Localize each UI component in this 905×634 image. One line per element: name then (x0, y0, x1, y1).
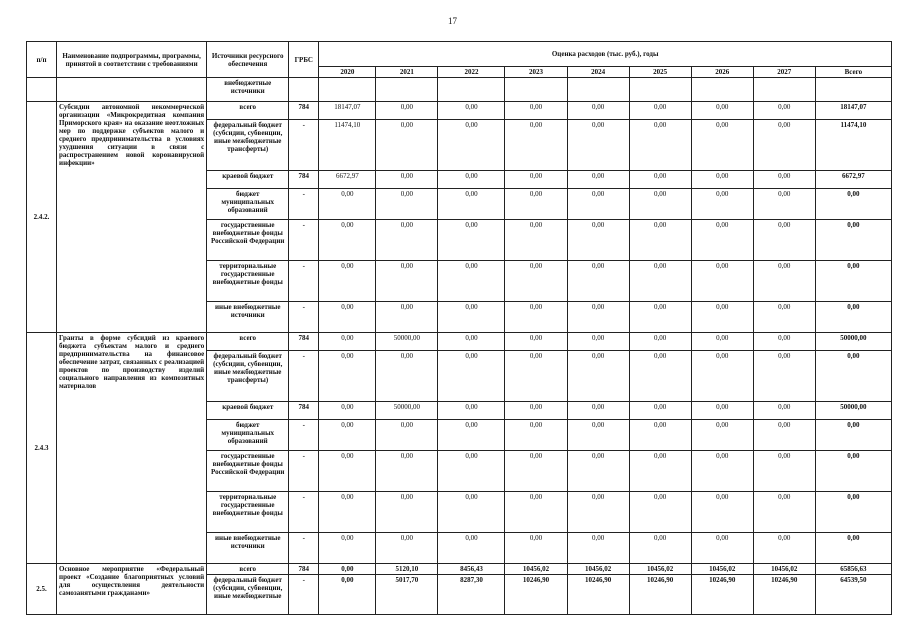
cell-index: 2.5. (27, 564, 57, 615)
cell-value: 0,00 (505, 492, 567, 533)
cell-value: 0,00 (438, 302, 505, 333)
cell-source: территориальные государственные внебюджетные фонды (207, 261, 289, 302)
cell-value: 0,00 (691, 420, 753, 451)
cell-name: Субсидии автономной некоммерческой организации «Микрокредитная компания Приморского края» на оказание неотложных мер по поддержке субъектов малого и среднего предпринимательства в условиях ухудшения ситуации в связи с распространением новой коронавирусной инфекции» (57, 102, 207, 333)
cell-grbs: - (289, 533, 319, 564)
cell-value: 18147,07 (319, 102, 376, 120)
cell-value: 0,00 (505, 261, 567, 302)
cell-value: 0,00 (567, 189, 629, 220)
cell-value: 0,00 (691, 533, 753, 564)
cell-grbs: - (289, 261, 319, 302)
cell-value: 0,00 (629, 420, 691, 451)
cell-value: 10246,90 (753, 575, 815, 615)
cell-value: 0,00 (438, 492, 505, 533)
cell-value: 10246,90 (567, 575, 629, 615)
cell-value: 0,00 (438, 120, 505, 171)
table-row (27, 102, 892, 120)
cell-value: 0,00 (567, 102, 629, 120)
cell-total: 0,00 (815, 220, 891, 261)
header-name: Наименование подпрограммы, программы, принятой в соответствии с требованиями (57, 42, 207, 78)
header-year: 2024 (567, 67, 629, 78)
cell-value: 0,00 (691, 220, 753, 261)
cell-value: 0,00 (319, 533, 376, 564)
cell-source: федеральный бюджет (субсидии, субвенции, иные межбюджетные трансферты) (207, 351, 289, 402)
cell-total: 50000,00 (815, 402, 891, 420)
cell-value: 0,00 (376, 451, 438, 492)
cell-value: 10456,02 (567, 564, 629, 575)
cell-value: 0,00 (567, 492, 629, 533)
cell-value: 0,00 (376, 351, 438, 402)
cell-value: 5017,70 (376, 575, 438, 615)
header-estimate: Оценка расходов (тыс. руб.), годы (319, 42, 892, 67)
cell-source: территориальные государственные внебюджетные фонды (207, 492, 289, 533)
cell-value: 0,00 (629, 189, 691, 220)
cell-value: 0,00 (319, 575, 376, 615)
cell-grbs: - (289, 451, 319, 492)
cell-grbs: - (289, 492, 319, 533)
cell-value: 0,00 (376, 302, 438, 333)
header-np: п/п (27, 42, 57, 78)
cell-total: 0,00 (815, 492, 891, 533)
cell-value: 0,00 (319, 564, 376, 575)
cell-value: 0,00 (505, 333, 567, 351)
cell-value: 0,00 (691, 189, 753, 220)
cell-value: 0,00 (505, 220, 567, 261)
cell-value: 0,00 (567, 302, 629, 333)
cell-source: внебюджетные источники (207, 78, 289, 102)
cell-value: 0,00 (691, 402, 753, 420)
cell-value: 0,00 (691, 451, 753, 492)
cell-value: 10456,02 (505, 564, 567, 575)
cell-value: 0,00 (753, 102, 815, 120)
cell-value: 0,00 (505, 533, 567, 564)
cell-value: 0,00 (319, 492, 376, 533)
cell-value: 0,00 (567, 451, 629, 492)
cell-value: 0,00 (753, 333, 815, 351)
header-year: 2020 (319, 67, 376, 78)
cell-total: 18147,07 (815, 102, 891, 120)
cell-value: 0,00 (753, 189, 815, 220)
cell-value: 0,00 (629, 533, 691, 564)
cell-value: 0,00 (753, 402, 815, 420)
header-source: Источники ресурсного обеспечения (207, 42, 289, 78)
cell-value: 0,00 (438, 189, 505, 220)
cell-value: 0,00 (629, 102, 691, 120)
cell-value: 10246,90 (505, 575, 567, 615)
cell-total: 0,00 (815, 302, 891, 333)
cell-name: Основное мероприятие «Федеральный проект «Создание благоприятных условий для осуществления деятельности самозанятыми гражданами» (57, 564, 207, 615)
cell-value: 0,00 (438, 171, 505, 189)
cell-total: 64539,50 (815, 575, 891, 615)
cell-value: 8287,30 (438, 575, 505, 615)
cell-value: 0,00 (691, 492, 753, 533)
cell-source: бюджет муниципальных образований (207, 420, 289, 451)
cell-value: 0,00 (505, 171, 567, 189)
cell-grbs: - (289, 420, 319, 451)
cell-total: 0,00 (815, 420, 891, 451)
cell-value: 0,00 (753, 261, 815, 302)
cell-value: 10456,02 (691, 564, 753, 575)
cell-value: 0,00 (505, 402, 567, 420)
cell-value: 0,00 (753, 171, 815, 189)
cell-grbs: - (289, 120, 319, 171)
cell-value: 0,00 (319, 451, 376, 492)
cell-grbs (289, 78, 319, 102)
cell-source: иные внебюджетные источники (207, 302, 289, 333)
header-year: 2023 (505, 67, 567, 78)
cell-value: 0,00 (753, 220, 815, 261)
cell-grbs: - (289, 220, 319, 261)
cell-source: краевой бюджет (207, 402, 289, 420)
cell-value: 0,00 (438, 102, 505, 120)
cell-value: 0,00 (629, 171, 691, 189)
cell-total: 0,00 (815, 189, 891, 220)
cell-total: 0,00 (815, 451, 891, 492)
header-year: 2025 (629, 67, 691, 78)
table-row (27, 333, 892, 351)
cell-value: 0,00 (629, 120, 691, 171)
cell-value: 0,00 (319, 420, 376, 451)
cell-value: 0,00 (567, 120, 629, 171)
header-year: 2022 (438, 67, 505, 78)
cell-total: 6672,97 (815, 171, 891, 189)
cell-value: 0,00 (567, 420, 629, 451)
cell-value: 0,00 (691, 351, 753, 402)
cell-source: федеральный бюджет (субсидии, субвенции, иные межбюджетные (207, 575, 289, 615)
cell-source: государственные внебюджетные фонды Российской Федерации (207, 220, 289, 261)
cell-value: 0,00 (438, 451, 505, 492)
cell-value: 0,00 (376, 420, 438, 451)
cell-value: 0,00 (567, 351, 629, 402)
table-row (27, 564, 892, 575)
cell-value: 0,00 (629, 302, 691, 333)
cell-value: 5120,10 (376, 564, 438, 575)
cell-value: 0,00 (629, 261, 691, 302)
cell-value: 50000,00 (376, 333, 438, 351)
cell-value: 0,00 (691, 302, 753, 333)
cell-value: 0,00 (629, 220, 691, 261)
cell-grbs: - (289, 351, 319, 402)
cell-total: 11474,10 (815, 120, 891, 171)
cell-value: 10456,02 (753, 564, 815, 575)
cell-value: 0,00 (438, 333, 505, 351)
cell-value: 0,00 (691, 333, 753, 351)
cell-index (27, 78, 57, 102)
cell-value: 0,00 (319, 351, 376, 402)
cell-value: 0,00 (505, 420, 567, 451)
cell-value: 0,00 (376, 533, 438, 564)
cell-grbs: - (289, 575, 319, 615)
cell-source: всего (207, 333, 289, 351)
cell-value: 0,00 (753, 120, 815, 171)
cell-source: бюджет муниципальных образований (207, 189, 289, 220)
cell-value: 0,00 (319, 402, 376, 420)
cell-value: 0,00 (319, 261, 376, 302)
cell-total: 50000,00 (815, 333, 891, 351)
cell-value: 0,00 (567, 171, 629, 189)
cell-value: 0,00 (438, 261, 505, 302)
cell-value: 0,00 (567, 333, 629, 351)
cell-value: 0,00 (753, 302, 815, 333)
cell-value: 0,00 (376, 102, 438, 120)
cell-value: 0,00 (438, 351, 505, 402)
cell-value: 0,00 (691, 261, 753, 302)
cell-total: 0,00 (815, 261, 891, 302)
cell-value: 0,00 (753, 420, 815, 451)
cell-value: 10456,02 (629, 564, 691, 575)
table-row (27, 78, 892, 102)
cell-value: 0,00 (567, 261, 629, 302)
cell-value: 0,00 (505, 102, 567, 120)
cell-value: 0,00 (629, 402, 691, 420)
cell-total: 65856,63 (815, 564, 891, 575)
cell-source: иные внебюджетные источники (207, 533, 289, 564)
cell-grbs: - (289, 302, 319, 333)
cell-name (57, 78, 207, 102)
cell-source: всего (207, 102, 289, 120)
cell-value: 0,00 (691, 102, 753, 120)
cell-index: 2.4.3 (27, 333, 57, 564)
cell-value: 0,00 (505, 451, 567, 492)
cell-value: 0,00 (376, 189, 438, 220)
cell-value: 0,00 (691, 120, 753, 171)
cell-source: всего (207, 564, 289, 575)
cell-value: 8456,43 (438, 564, 505, 575)
header-year: 2027 (753, 67, 815, 78)
expenditure-table (26, 41, 892, 615)
cell-value: 10246,90 (629, 575, 691, 615)
cell-value: 0,00 (629, 451, 691, 492)
cell-value: 0,00 (319, 189, 376, 220)
cell-value: 0,00 (629, 333, 691, 351)
cell-value: 0,00 (753, 451, 815, 492)
header-grbs: ГРБС (289, 42, 319, 78)
cell-value: 0,00 (376, 261, 438, 302)
cell-value: 0,00 (505, 120, 567, 171)
cell-value: 0,00 (319, 333, 376, 351)
cell-value: 11474,10 (319, 120, 376, 171)
header-year: 2021 (376, 67, 438, 78)
cell-name: Гранты в форме субсидий из краевого бюджета субъектам малого и среднего предпринимательства на финансовое обеспечение затрат, связанных с реализацией проектов по производству изделий социального направления из композитных материалов (57, 333, 207, 564)
header-year: 2026 (691, 67, 753, 78)
cell-grbs: 784 (289, 171, 319, 189)
cell-value: 0,00 (629, 351, 691, 402)
cell-source: государственные внебюджетные фонды Российской Федерации (207, 451, 289, 492)
cell-value: 0,00 (691, 171, 753, 189)
cell-source: краевой бюджет (207, 171, 289, 189)
cell-value: 0,00 (376, 220, 438, 261)
cell-value: 0,00 (376, 120, 438, 171)
cell-value: 0,00 (753, 533, 815, 564)
cell-grbs: 784 (289, 402, 319, 420)
cell-value: 0,00 (505, 351, 567, 402)
cell-source: федеральный бюджет (субсидии, субвенции, иные межбюджетные трансферты) (207, 120, 289, 171)
cell-grbs: 784 (289, 333, 319, 351)
cell-grbs: - (289, 189, 319, 220)
cell-total: 0,00 (815, 533, 891, 564)
cell-value: 0,00 (438, 420, 505, 451)
cell-value: 0,00 (319, 302, 376, 333)
cell-value: 0,00 (753, 351, 815, 402)
cell-value: 0,00 (438, 533, 505, 564)
cell-value: 0,00 (567, 220, 629, 261)
cell-grbs: 784 (289, 564, 319, 575)
cell-value: 0,00 (629, 492, 691, 533)
cell-value: 0,00 (319, 220, 376, 261)
cell-value: 0,00 (753, 492, 815, 533)
cell-value: 0,00 (567, 402, 629, 420)
cell-value: 0,00 (505, 302, 567, 333)
cell-value: 6672,97 (319, 171, 376, 189)
cell-index: 2.4.2. (27, 102, 57, 333)
cell-value: 0,00 (376, 171, 438, 189)
cell-value: 50000,00 (376, 402, 438, 420)
cell-value: 0,00 (567, 533, 629, 564)
page-number: 17 (448, 16, 457, 26)
cell-value: 0,00 (438, 402, 505, 420)
cell-grbs: 784 (289, 102, 319, 120)
cell-total: 0,00 (815, 351, 891, 402)
cell-value: 0,00 (376, 492, 438, 533)
cell-value: 0,00 (438, 220, 505, 261)
cell-value: 0,00 (505, 189, 567, 220)
header-total: Всего (815, 67, 891, 78)
cell-value: 10246,90 (691, 575, 753, 615)
